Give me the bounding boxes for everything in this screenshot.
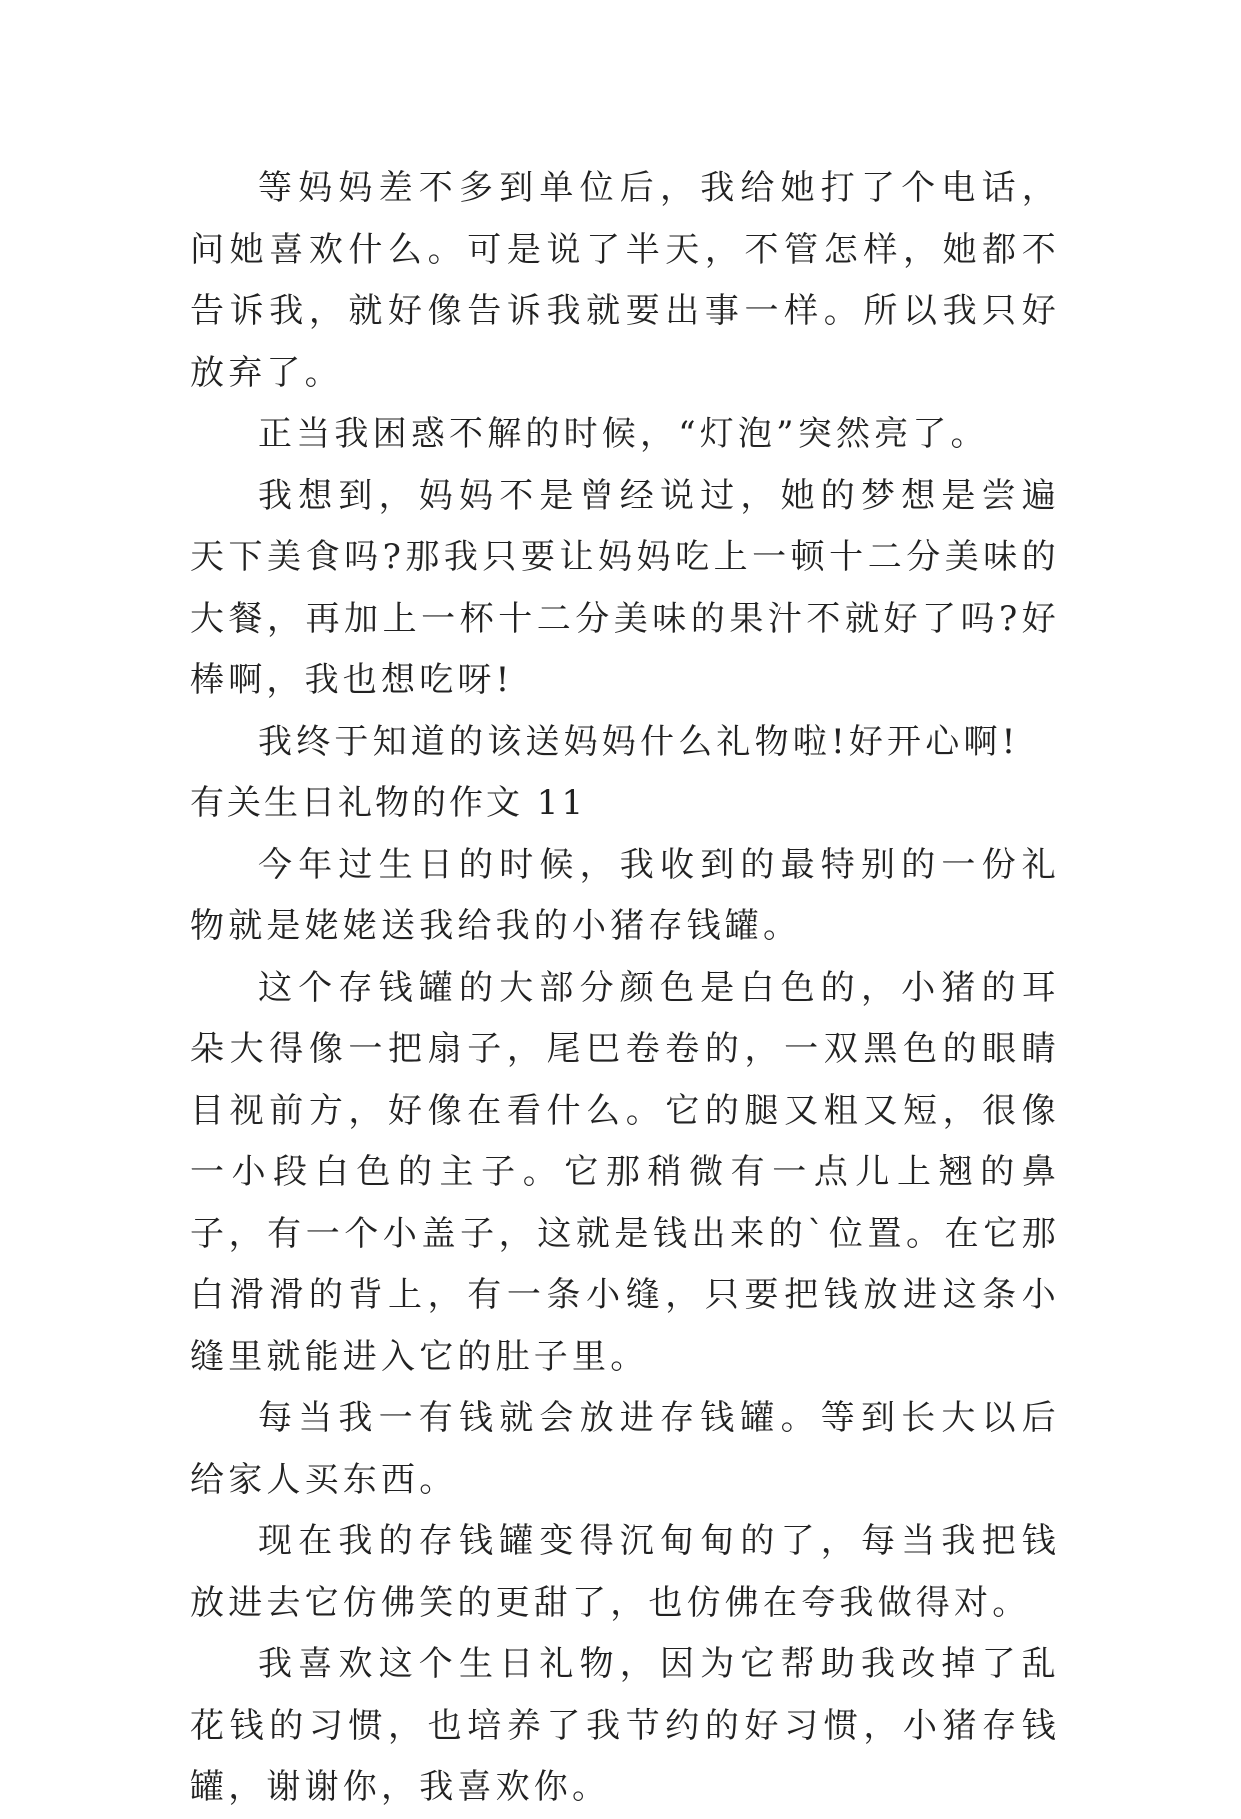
paragraph-lightbulb: 正当我困惑不解的时候，“灯泡”突然亮了。 <box>258 414 989 454</box>
section-title: 有关生日礼物的作文 11 <box>190 783 587 823</box>
paragraph-birthday-gift: 今年过生日的时候，我收到的最特别的一份礼物就是姥姥送我给我的小猪存钱罐。 <box>190 844 1060 946</box>
paragraph-heavy-piggy: 现在我的存钱罐变得沉甸甸的了，每当我把钱放进去它仿佛笑的更甜了，也仿佛在夸我做得对。 <box>190 1521 1060 1623</box>
paragraph-phone-call: 等妈妈差不多到单位后，我给她打了个电话，问她喜欢什么。可是说了半天，不管怎样，她都不告诉我，就好像告诉我就要出事一样。所以我只好放弃了。 <box>190 168 1060 393</box>
paragraph-conclusion: 我喜欢这个生日礼物，因为它帮助我改掉了乱花钱的习惯，也培养了我节约的好习惯，小猪存钱罐，谢谢你，我喜欢你。 <box>190 1644 1060 1807</box>
paragraph-saving-money: 每当我一有钱就会放进存钱罐。等到长大以后给家人买东西。 <box>190 1398 1060 1500</box>
paragraph-happy: 我终于知道的该送妈妈什么礼物啦!好开心啊! <box>258 721 1020 762</box>
document-body <box>190 158 1060 1819</box>
paragraph-piggy-description: 这个存钱罐的大部分颜色是白色的，小猪的耳朵大得像一把扇子，尾巴卷卷的，一双黑色的眼睛目视前方，好像在看什么。它的腿又粗又短，很像一小段白色的主子。它那稍微有一点儿上翘的鼻子，有一个小盖子，这就是钱出来的`位置。在它那白滑滑的背上，有一条小缝，只要把钱放进这条小缝里就能进入它的肚子里。 <box>190 967 1060 1377</box>
paragraph-food-idea: 我想到，妈妈不是曾经说过，她的梦想是尝遍天下美食吗?那我只要让妈妈吃上一顿十二分美味的大餐，再加上一杯十二分美味的果汁不就好了吗?好棒啊，我也想吃呀! <box>190 475 1060 700</box>
